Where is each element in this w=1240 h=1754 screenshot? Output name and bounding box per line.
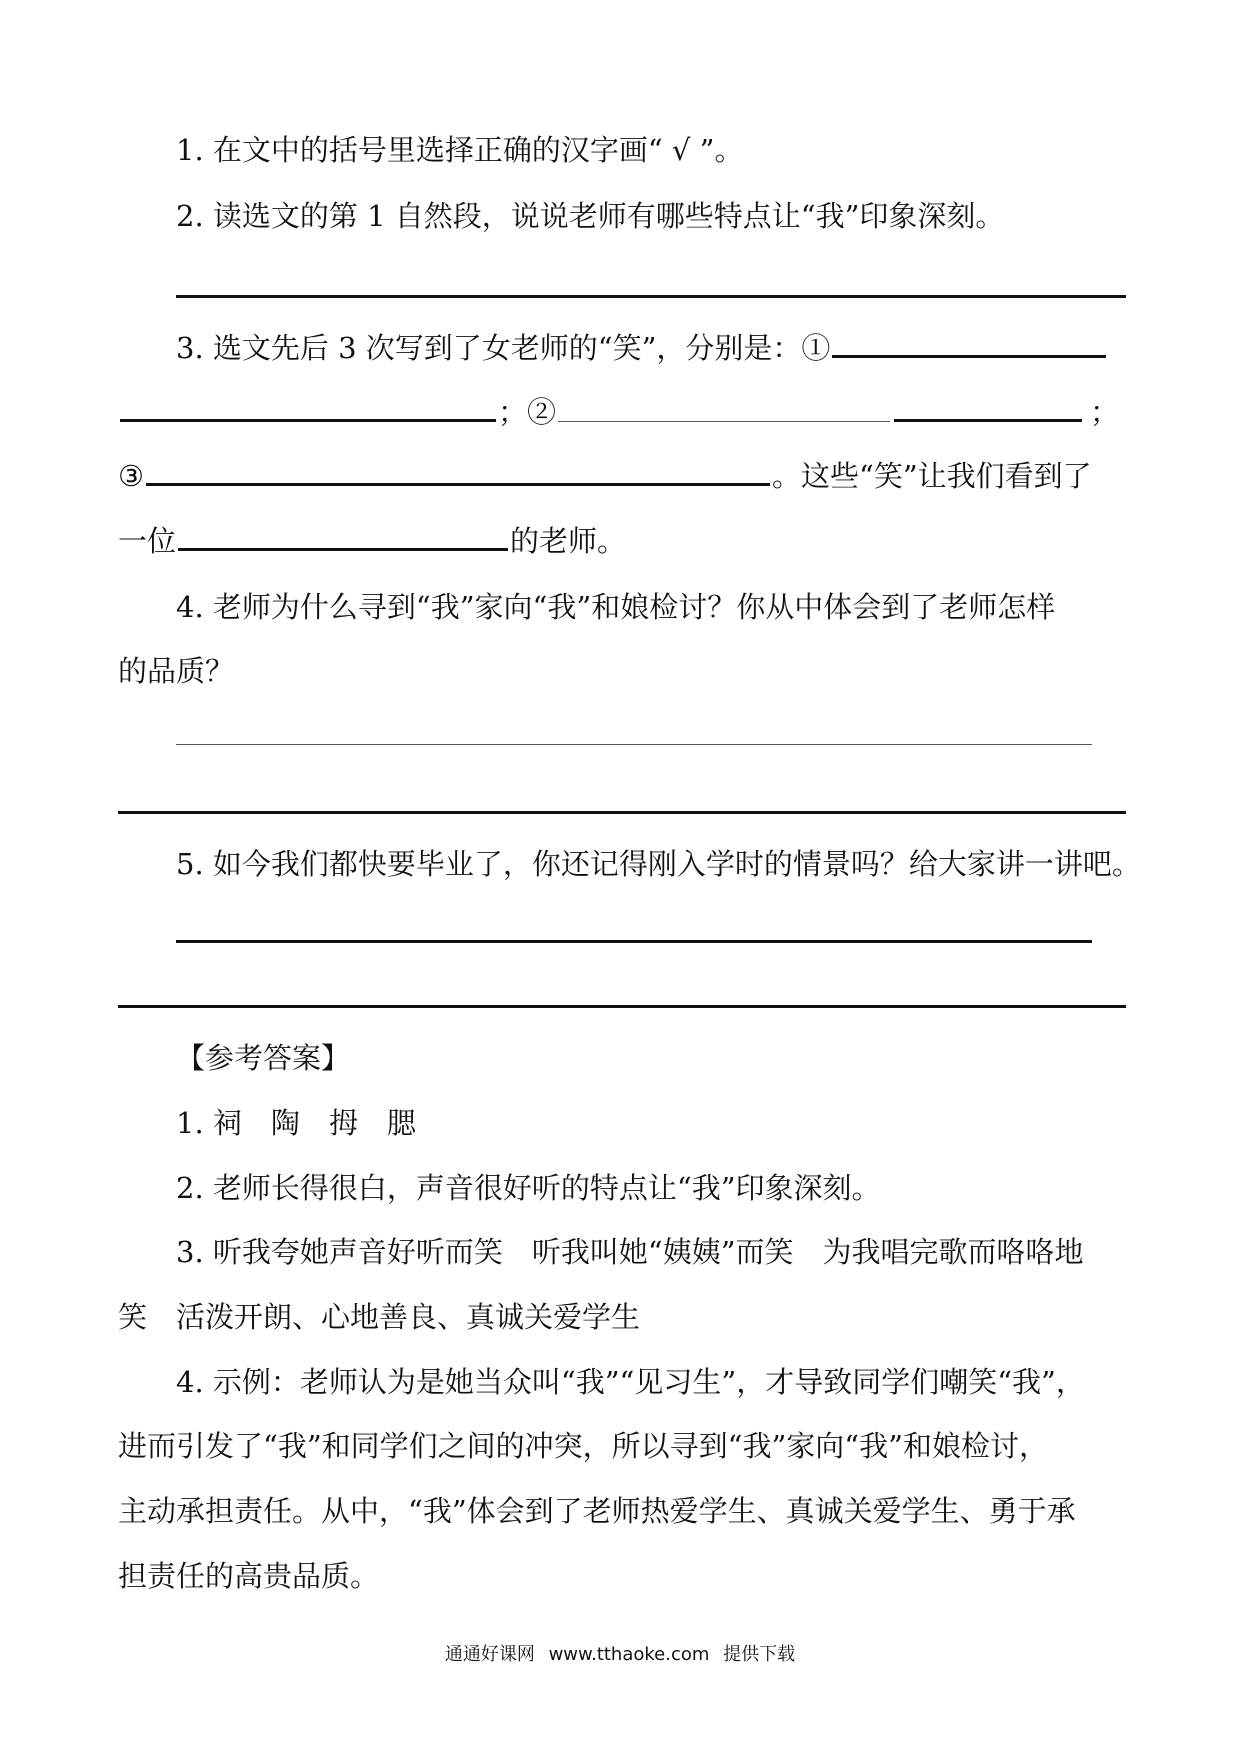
question-3-text-b2: ； [1090, 395, 1120, 429]
question-1: 1. 在文中的括号里选择正确的汉字画“ √ ”。 [176, 133, 744, 167]
question-5: 5. 如今我们都快要毕业了，你还记得刚入学时的情景吗？给大家讲一讲吧。 [176, 847, 1141, 881]
question-3-line-3 [118, 459, 1092, 493]
answer-1: 1. 祠 陶 拇 腮 [176, 1106, 416, 1140]
blank-q3-2a[interactable] [558, 417, 890, 422]
question-3-text-d2: 的老师。 [510, 524, 627, 558]
answer-4-line-3: 主动承担责任。从中，“我”体会到了老师热爱学生、真诚关爱学生、勇于承 [118, 1494, 1076, 1528]
blank-q3-3[interactable] [146, 479, 770, 486]
footer-url[interactable]: www.tthaoke.com [548, 1644, 710, 1665]
answers-heading: 【参考答案】 [176, 1041, 351, 1075]
question-4-line-1: 4. 老师为什么寻到“我”家向“我”和娘检讨？你从中体会到了老师怎样 [176, 590, 1056, 624]
blank-q3-1b[interactable] [120, 415, 496, 422]
answer-3-line-2: 笑 活泼开朗、心地善良、真诚关爱学生 [118, 1300, 641, 1334]
answer-3-line-1: 3. 听我夸她声音好听而笑 听我叫她“姨姨”而笑 为我唱完歌而咯咯地 [176, 1235, 1084, 1269]
answer-line-q4-1[interactable] [176, 744, 1092, 745]
answer-4-line-4: 担责任的高贵品质。 [118, 1559, 380, 1593]
question-3-line-2 [118, 395, 1120, 429]
blank-q3-teacher[interactable] [178, 544, 508, 551]
question-3-line-1 [176, 331, 1108, 365]
answer-line-q5-2[interactable] [118, 1005, 1126, 1008]
answer-4-line-1: 4. 示例：老师认为是她当众叫“我”“见习生”，才导致同学们嘲笑“我”， [176, 1365, 1085, 1399]
question-3-line-4 [118, 524, 627, 558]
footer-note: 提供下载 [723, 1644, 796, 1665]
blank-q3-1a[interactable] [832, 351, 1106, 358]
footer-site-name: 通通好课网 [444, 1644, 535, 1665]
answer-2: 2. 老师长得很白，声音很好听的特点让“我”印象深刻。 [176, 1171, 881, 1205]
answer-line-q4-2[interactable] [118, 811, 1126, 814]
question-2: 2. 读选文的第 1 自然段，说说老师有哪些特点让“我”印象深刻。 [176, 199, 1005, 233]
answer-line-q2[interactable] [176, 295, 1126, 298]
question-3-text-b1: ；② [498, 395, 557, 429]
question-3-text-c2: 。这些“笑”让我们看到了 [772, 459, 1092, 493]
question-3-text-c1: ③ [118, 459, 144, 493]
question-3-text-d1: 一位 [118, 524, 177, 558]
question-4-line-2: 的品质？ [118, 654, 235, 688]
question-3-text-a: 3. 选文先后 3 次写到了女老师的“笑”，分别是：① [176, 331, 831, 365]
answer-4-line-2: 进而引发了“我”和同学们之间的冲突，所以寻到“我”家向“我”和娘检讨， [118, 1429, 1048, 1463]
page-footer [0, 1640, 1240, 1666]
blank-q3-2b[interactable] [894, 415, 1082, 422]
answer-line-q5-1[interactable] [176, 940, 1092, 943]
